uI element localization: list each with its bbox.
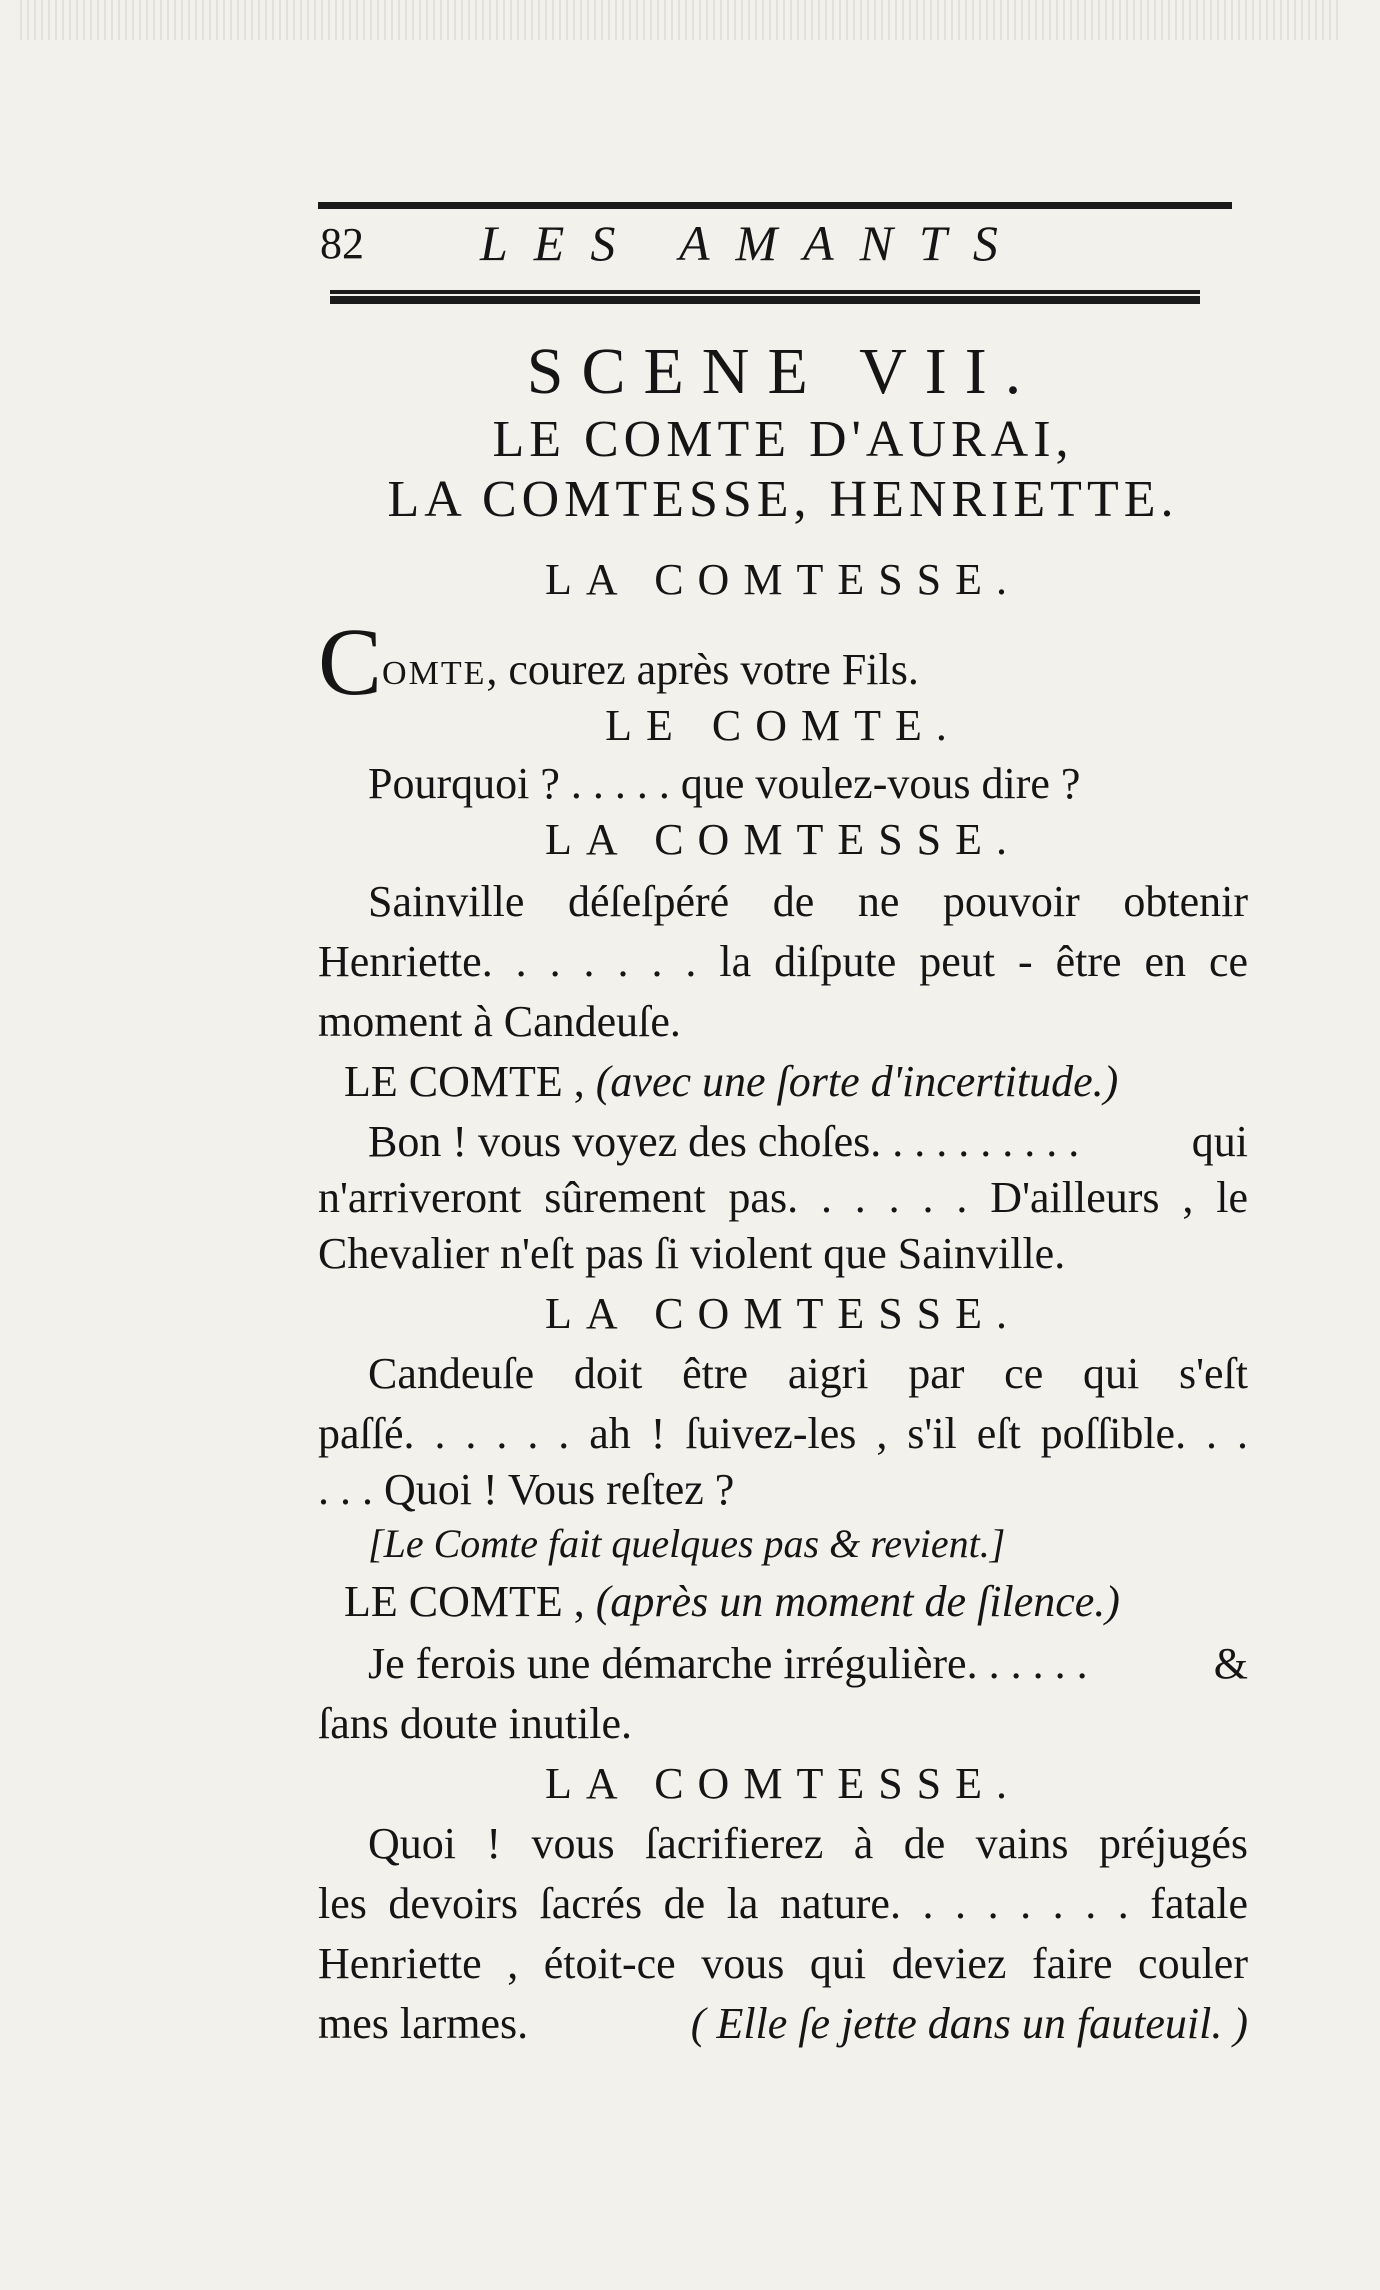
header-rule-top <box>318 202 1232 209</box>
speech-text: mes larmes. <box>318 1999 529 2048</box>
speaker-name: LE COMTE , <box>344 1057 585 1106</box>
speech-text: Je ferois une démarche irrégulière. . . . . . <box>368 1639 1088 1688</box>
speaker-with-direction <box>318 1574 1274 1630</box>
small-caps-word: OMTE <box>382 655 487 692</box>
speaker-heading: LE COMTE. <box>605 701 961 750</box>
speech-line: Pourquoi ? . . . . . que voulez-vous dire ? <box>368 759 1081 808</box>
speech-line: les devoirs ſacrés de la nature. . . . . . . . fatale <box>318 1879 1248 1928</box>
stage-direction: (avec une ſorte d'incertitude.) <box>595 1057 1119 1106</box>
speech-line: moment à Candeuſe. <box>318 997 681 1046</box>
running-title: LES AMANTS <box>480 215 1024 271</box>
speech-line: Sainville déſeſpéré de ne pouvoir obtenir <box>368 877 1248 926</box>
speech-line: ſans doute inutile. <box>318 1699 633 1748</box>
speech-line: . . . Quoi ! Vous reſtez ? <box>318 1465 735 1514</box>
speech-line: paſſé. . . . . . ah ! ſuivez-les , s'il eſt poſſible. . . <box>318 1409 1248 1458</box>
stage-direction: (après un moment de ſilence.) <box>595 1577 1120 1626</box>
speech-line: n'arriveront sûrement pas. . . . . . D'ailleurs , le <box>318 1173 1248 1222</box>
speech-line: Henriette. . . . . . . la diſpute peut - être en ce <box>318 937 1248 986</box>
speaker-heading: LA COMTESSE. <box>544 1759 1022 1808</box>
speech-line <box>318 1114 1248 1170</box>
speech-line: Candeuſe doit être aigri par ce qui s'eſt <box>368 1349 1248 1398</box>
scene-heading: SCENE VII. <box>526 335 1040 408</box>
speech-line: Chevalier n'eſt pas ſi violent que Sainville. <box>318 1229 1066 1278</box>
speaker-heading: LA COMTESSE. <box>544 555 1022 604</box>
page-top-noise <box>20 0 1340 40</box>
speech-line <box>318 1636 1248 1692</box>
persons-line-2: LA COMTESSE, HENRIETTE. <box>387 471 1179 528</box>
stage-direction: [Le Comte fait quelques pas & revient.] <box>368 1521 1006 1566</box>
speech-line <box>318 1996 1248 2052</box>
speech-text: Bon ! vous voyez des choſes. . . . . . . . . . <box>368 1117 1080 1166</box>
persons-line-1: LE COMTE D'AURAI, <box>492 411 1074 468</box>
running-header <box>320 212 1080 272</box>
speech-line: Quoi ! vous ſacrifierez à de vains préjugés <box>368 1819 1248 1868</box>
speaker-heading: LA COMTESSE. <box>544 1289 1022 1338</box>
speech-text: , courez après votre Fils. <box>486 645 919 694</box>
header-rule-bottom <box>330 290 1200 304</box>
speech-line <box>318 608 1248 715</box>
page-number: 82 <box>320 219 364 268</box>
speaker-name: LE COMTE , <box>344 1577 585 1626</box>
speech-text: qui <box>1191 1117 1248 1166</box>
stage-direction: ( Elle ſe jette dans un fauteuil. ) <box>690 1999 1248 2048</box>
speaker-heading: LA COMTESSE. <box>544 815 1022 864</box>
speech-text: & <box>1213 1639 1248 1688</box>
speech-line: Henriette , étoit-ce vous qui deviez faire couler <box>318 1939 1248 1988</box>
speaker-with-direction <box>318 1054 1274 1110</box>
drop-cap: C <box>318 608 383 715</box>
